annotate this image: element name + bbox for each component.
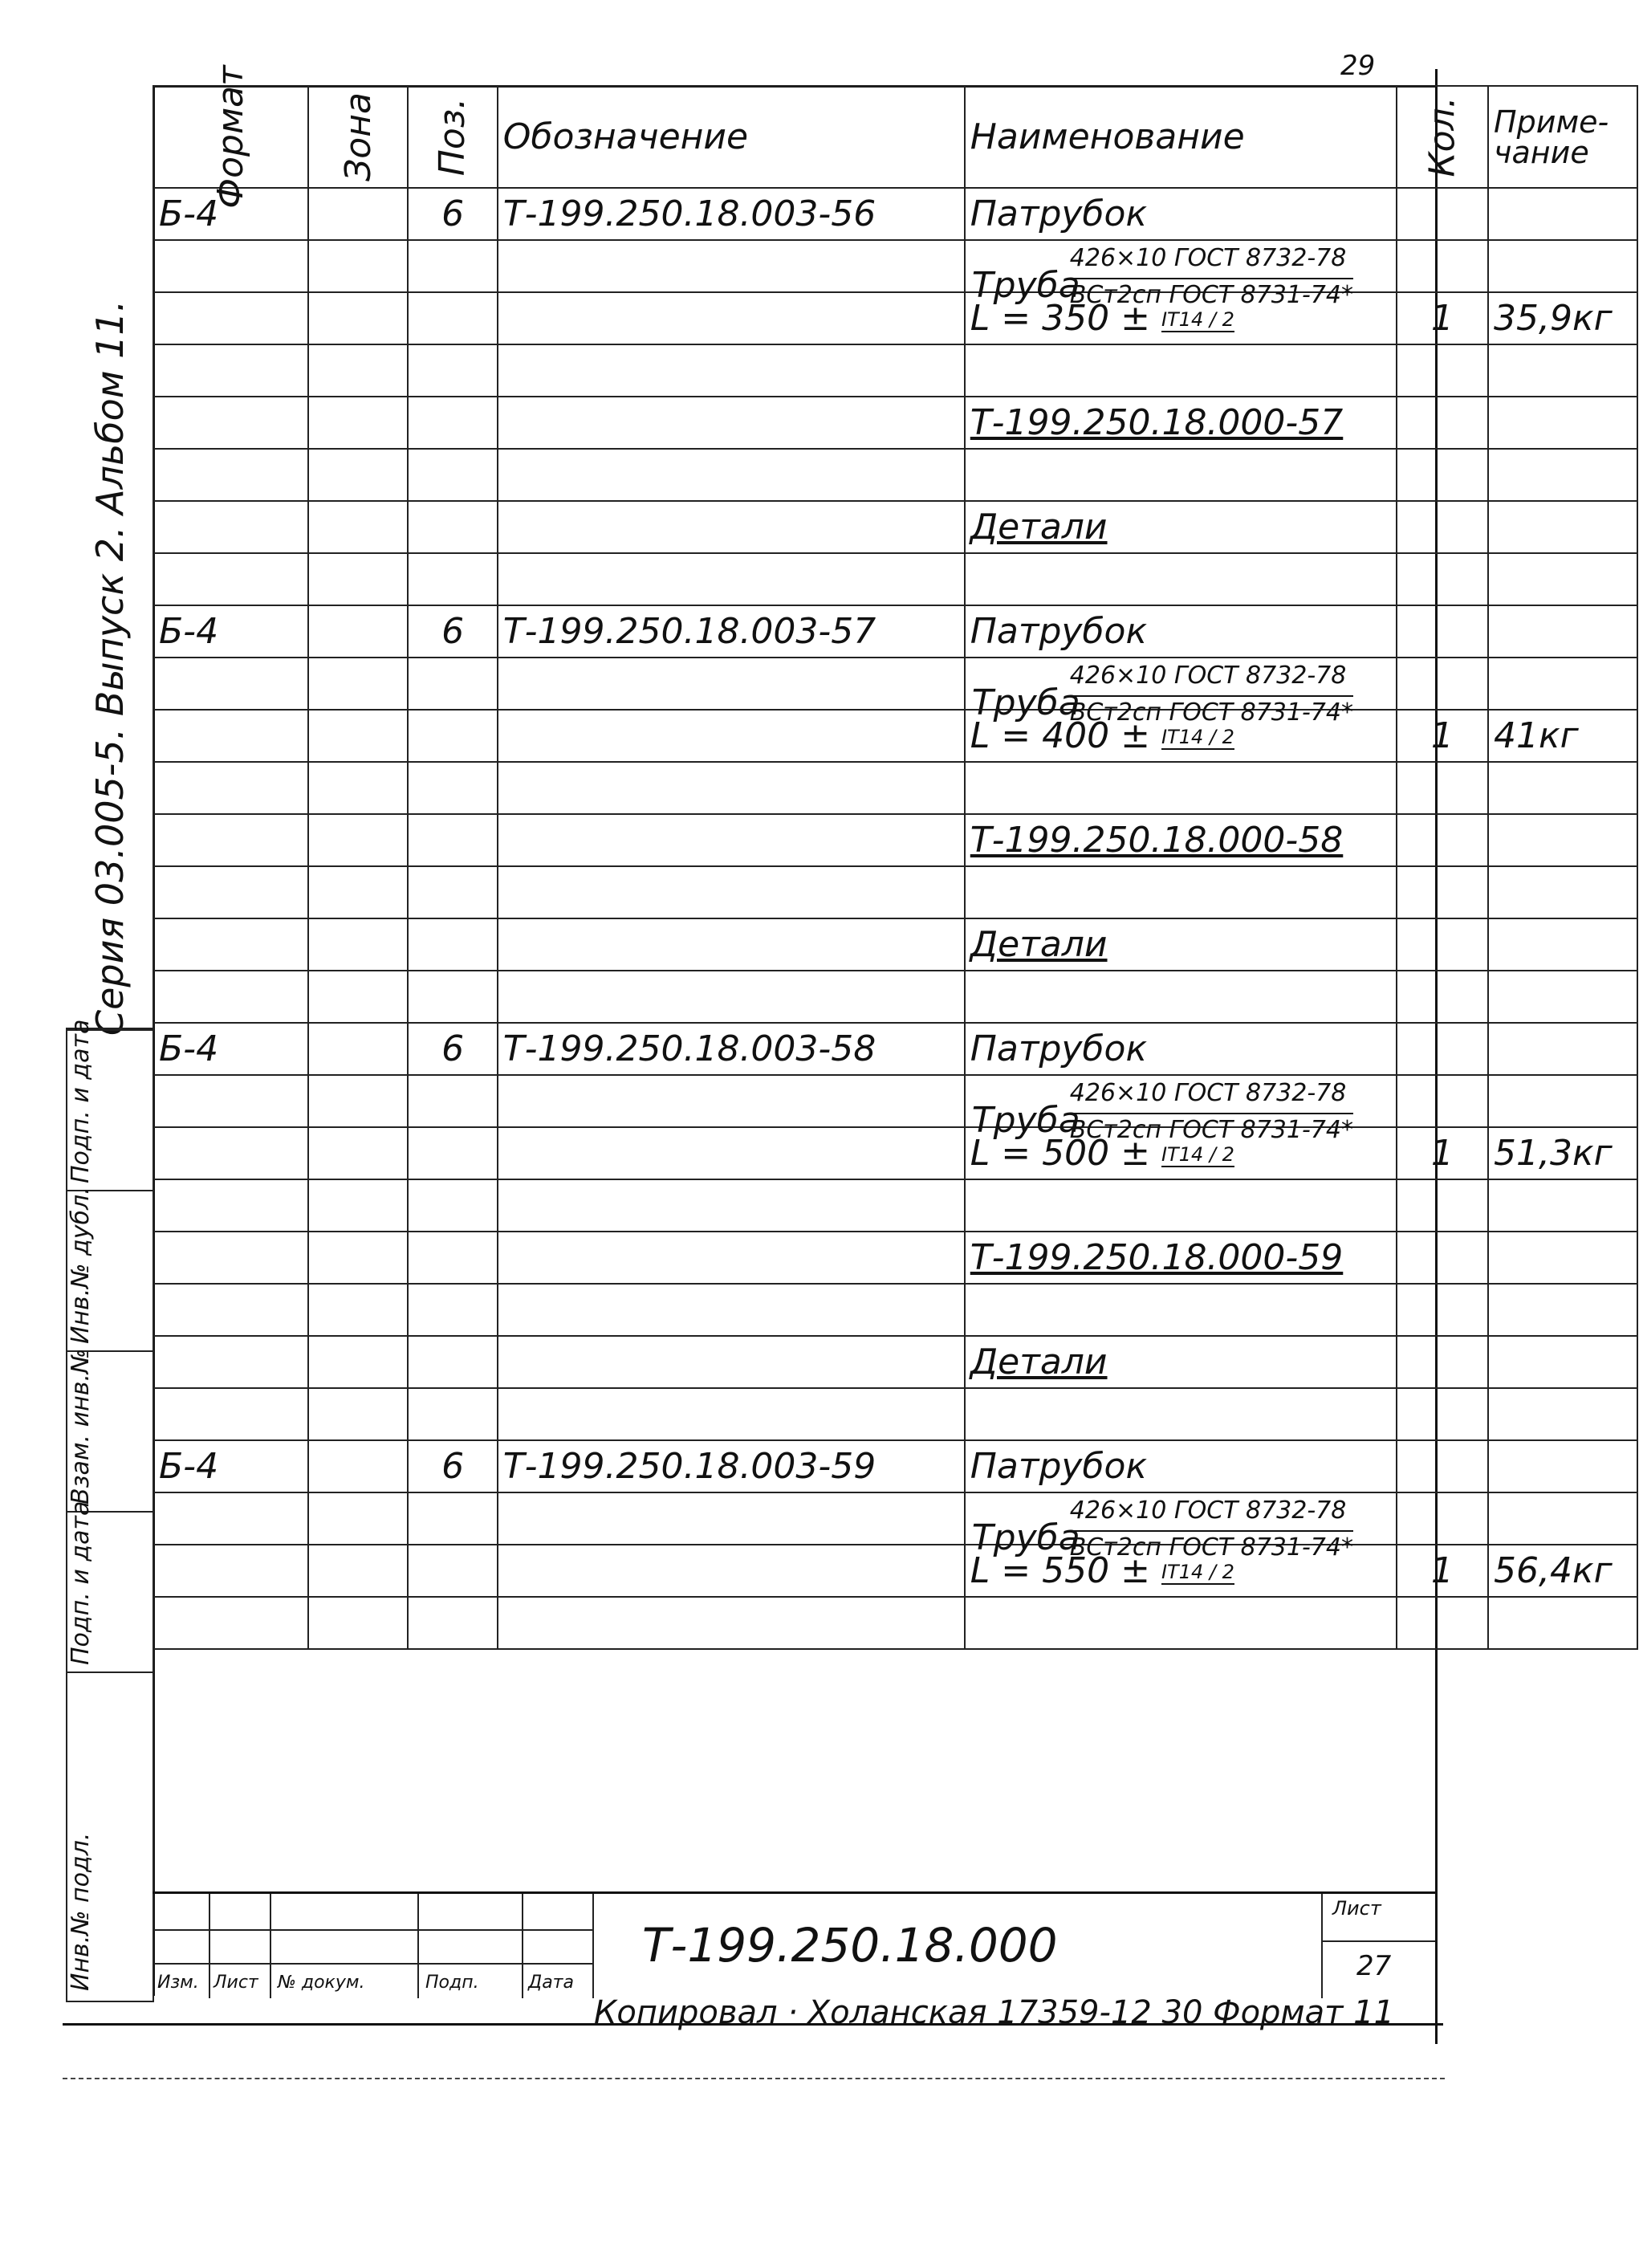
empty-cell xyxy=(308,1023,409,1075)
empty-cell xyxy=(408,501,497,553)
assembly-cell: Т-199.250.18.000-59 xyxy=(965,1232,1397,1284)
empty-cell xyxy=(498,449,965,501)
table-row xyxy=(153,971,1637,1023)
empty-cell xyxy=(408,344,497,397)
length-tolerance: IT14 / 2 xyxy=(1161,1561,1234,1583)
empty-cell xyxy=(308,762,409,814)
empty-cell xyxy=(1397,188,1488,240)
page-number: 29 xyxy=(1340,50,1376,82)
designation-cell: Т-199.250.18.003-57 xyxy=(498,605,965,658)
empty-cell xyxy=(498,762,965,814)
empty-cell xyxy=(1397,240,1488,292)
quantity-cell: 1 xyxy=(1397,710,1488,762)
title-block-sign: Подп. xyxy=(425,1973,479,1993)
length-tolerance: IT14 / 2 xyxy=(1161,1143,1234,1166)
assembly-cell: Т-199.250.18.000-58 xyxy=(965,814,1397,866)
header-designation: Обозначение xyxy=(498,86,965,188)
empty-cell xyxy=(1397,605,1488,658)
empty-cell xyxy=(408,762,497,814)
note-cell: 41кг xyxy=(1488,710,1637,762)
empty-cell xyxy=(408,971,497,1023)
empty-cell xyxy=(1397,1492,1488,1545)
empty-cell xyxy=(1488,449,1637,501)
empty-cell xyxy=(965,762,1397,814)
empty-cell xyxy=(1397,344,1488,397)
empty-cell xyxy=(308,1232,409,1284)
table-row xyxy=(153,553,1637,605)
table-row xyxy=(153,918,1637,971)
empty-cell xyxy=(153,658,308,710)
table-row xyxy=(153,762,1637,814)
empty-cell xyxy=(153,501,308,553)
empty-cell xyxy=(1488,1336,1637,1388)
title-block xyxy=(153,1891,1435,1998)
stamp-cell: Инв.№ дубл. xyxy=(67,1190,153,1352)
empty-cell xyxy=(965,1597,1397,1649)
empty-cell xyxy=(408,1388,497,1440)
length-value: L = 400 ± xyxy=(970,715,1150,756)
empty-cell xyxy=(1397,1075,1488,1127)
cut-line xyxy=(63,2078,1445,2079)
empty-cell xyxy=(1397,1232,1488,1284)
table-row xyxy=(153,1284,1637,1336)
empty-cell xyxy=(153,710,308,762)
position-cell: 6 xyxy=(408,605,497,658)
length-value: L = 500 ± xyxy=(970,1133,1150,1174)
empty-cell xyxy=(408,658,497,710)
title-block-date: Дата xyxy=(528,1973,574,1993)
stamp-cell: Инв.№ подл. xyxy=(67,1671,153,1999)
empty-cell xyxy=(498,1179,965,1232)
empty-cell xyxy=(308,658,409,710)
table-row xyxy=(153,449,1637,501)
empty-cell xyxy=(153,1388,308,1440)
length-tolerance: IT14 / 2 xyxy=(1161,308,1234,331)
table-row xyxy=(153,1075,1637,1127)
empty-cell xyxy=(408,292,497,344)
empty-cell xyxy=(153,1232,308,1284)
pipe-size: 426×10 ГОСТ 8732-78 xyxy=(1069,1496,1347,1525)
pipe-size: 426×10 ГОСТ 8732-78 xyxy=(1069,244,1347,272)
empty-cell xyxy=(308,1075,409,1127)
empty-cell xyxy=(1488,501,1637,553)
empty-cell xyxy=(498,501,965,553)
title-block-list: Лист xyxy=(214,1973,258,1993)
length-value: L = 550 ± xyxy=(970,1550,1150,1591)
empty-cell xyxy=(153,1492,308,1545)
assembly-cell: Т-199.250.18.000-57 xyxy=(965,397,1397,449)
empty-cell xyxy=(1488,605,1637,658)
empty-cell xyxy=(1397,1388,1488,1440)
empty-cell xyxy=(1488,397,1637,449)
details-heading: Детали xyxy=(965,1336,1397,1388)
stamp-cell: Подп. и дата xyxy=(67,1029,153,1191)
table-row xyxy=(153,292,1637,344)
empty-cell xyxy=(1397,658,1488,710)
position-cell: 6 xyxy=(408,188,497,240)
title-block-izm: Изм. xyxy=(157,1973,199,1993)
table-row xyxy=(153,658,1637,710)
empty-cell xyxy=(1397,971,1488,1023)
footer-copy-note: Копировал · Холанская 17359-12 30 Формат 11 xyxy=(594,1994,1395,2031)
name-cell: Патрубок xyxy=(965,605,1397,658)
empty-cell xyxy=(498,553,965,605)
pipe-size: 426×10 ГОСТ 8732-78 xyxy=(1069,662,1347,690)
quantity-cell: 1 xyxy=(1397,292,1488,344)
table-row xyxy=(153,1127,1637,1179)
empty-cell xyxy=(498,1284,965,1336)
empty-cell xyxy=(965,449,1397,501)
empty-cell xyxy=(308,240,409,292)
empty-cell xyxy=(498,240,965,292)
empty-cell xyxy=(153,1545,308,1597)
table-header-row xyxy=(153,86,1637,188)
empty-cell xyxy=(408,1597,497,1649)
table-row xyxy=(153,397,1637,449)
document-number: Т-199.250.18.000 xyxy=(642,1918,1058,1973)
empty-cell xyxy=(308,292,409,344)
empty-cell xyxy=(1488,240,1637,292)
stamp-cell: Взам. инв.№ xyxy=(67,1350,153,1513)
empty-cell xyxy=(408,1492,497,1545)
details-heading: Детали xyxy=(965,501,1397,553)
empty-cell xyxy=(1397,553,1488,605)
empty-cell xyxy=(153,866,308,918)
pipe-spec-cell xyxy=(965,240,1397,309)
empty-cell xyxy=(153,1127,308,1179)
empty-cell xyxy=(498,1388,965,1440)
pipe-word: Труба xyxy=(971,1517,1080,1558)
position-cell: 6 xyxy=(408,1440,497,1492)
empty-cell xyxy=(153,344,308,397)
empty-cell xyxy=(408,918,497,971)
empty-cell xyxy=(308,605,409,658)
empty-cell xyxy=(408,449,497,501)
empty-cell xyxy=(408,240,497,292)
empty-cell xyxy=(1397,918,1488,971)
empty-cell xyxy=(308,1127,409,1179)
empty-cell xyxy=(498,866,965,918)
empty-cell xyxy=(308,344,409,397)
empty-cell xyxy=(153,397,308,449)
stamp-column xyxy=(66,1019,154,2002)
empty-cell xyxy=(1488,1388,1637,1440)
empty-cell xyxy=(498,814,965,866)
table-row xyxy=(153,1023,1637,1075)
header-name: Наименование xyxy=(965,86,1397,188)
empty-cell xyxy=(1397,1284,1488,1336)
empty-cell xyxy=(498,344,965,397)
empty-cell xyxy=(1488,1492,1637,1545)
pipe-material: ВСт2сп ГОСТ 8731-74* xyxy=(1070,1113,1353,1144)
empty-cell xyxy=(308,449,409,501)
table-row xyxy=(153,866,1637,918)
table-row xyxy=(153,1545,1637,1597)
note-cell: 35,9кг xyxy=(1488,292,1637,344)
empty-cell xyxy=(408,1075,497,1127)
pipe-material: ВСт2сп ГОСТ 8731-74* xyxy=(1070,695,1353,727)
empty-cell xyxy=(1488,344,1637,397)
empty-cell xyxy=(308,1440,409,1492)
empty-cell xyxy=(498,918,965,971)
empty-cell xyxy=(498,1597,965,1649)
empty-cell xyxy=(498,1492,965,1545)
table-row xyxy=(153,344,1637,397)
name-cell: Патрубок xyxy=(965,188,1397,240)
header-zone: Зона xyxy=(308,86,409,188)
empty-cell xyxy=(308,971,409,1023)
empty-cell xyxy=(408,814,497,866)
empty-cell xyxy=(1488,1440,1637,1492)
empty-cell xyxy=(1397,1440,1488,1492)
format-cell: Б-4 xyxy=(153,188,308,240)
empty-cell xyxy=(965,971,1397,1023)
sheet-label: Лист xyxy=(1332,1897,1381,1920)
empty-cell xyxy=(308,188,409,240)
empty-cell xyxy=(1488,866,1637,918)
empty-cell xyxy=(498,292,965,344)
empty-cell xyxy=(1488,658,1637,710)
series-side-text: Серия 03.005-5. Выпуск 2. Альбом 11. xyxy=(88,299,132,1036)
empty-cell xyxy=(153,449,308,501)
empty-cell xyxy=(408,553,497,605)
empty-cell xyxy=(308,866,409,918)
name-cell: Патрубок xyxy=(965,1023,1397,1075)
empty-cell xyxy=(1488,1597,1637,1649)
empty-cell xyxy=(153,240,308,292)
bottom-border xyxy=(63,2023,1443,2026)
empty-cell xyxy=(1397,762,1488,814)
empty-cell xyxy=(1488,1023,1637,1075)
empty-cell xyxy=(498,658,965,710)
header-qty: Кол. xyxy=(1397,86,1488,188)
table-row xyxy=(153,1440,1637,1492)
empty-cell xyxy=(1488,762,1637,814)
header-note: Приме-чание xyxy=(1488,86,1637,188)
table-row xyxy=(153,1232,1637,1284)
empty-cell xyxy=(1397,449,1488,501)
table-row xyxy=(153,1179,1637,1232)
table-row xyxy=(153,605,1637,658)
pipe-spec-cell xyxy=(965,658,1397,727)
table-row xyxy=(153,188,1637,240)
designation-cell: Т-199.250.18.003-56 xyxy=(498,188,965,240)
quantity-cell: 1 xyxy=(1397,1127,1488,1179)
name-cell: Патрубок xyxy=(965,1440,1397,1492)
title-block-doc-no: № докум. xyxy=(278,1973,365,1993)
pipe-material: ВСт2сп ГОСТ 8731-74* xyxy=(1070,278,1353,309)
empty-cell xyxy=(965,1179,1397,1232)
empty-cell xyxy=(1488,1179,1637,1232)
empty-cell xyxy=(153,918,308,971)
empty-cell xyxy=(1397,1179,1488,1232)
table-row xyxy=(153,1597,1637,1649)
empty-cell xyxy=(1488,553,1637,605)
empty-cell xyxy=(965,1388,1397,1440)
empty-cell xyxy=(1488,814,1637,866)
pipe-spec-cell xyxy=(965,1492,1397,1562)
empty-cell xyxy=(408,1232,497,1284)
empty-cell xyxy=(153,1075,308,1127)
empty-cell xyxy=(308,501,409,553)
empty-cell xyxy=(1488,971,1637,1023)
empty-cell xyxy=(153,762,308,814)
table-row xyxy=(153,240,1637,292)
note-cell: 56,4кг xyxy=(1488,1545,1637,1597)
empty-cell xyxy=(1397,1336,1488,1388)
table-row xyxy=(153,501,1637,553)
pipe-word: Труба xyxy=(971,682,1080,723)
empty-cell xyxy=(1488,918,1637,971)
stamp-cell: Подп. и дата xyxy=(67,1511,153,1673)
empty-cell xyxy=(1488,188,1637,240)
format-cell: Б-4 xyxy=(153,1440,308,1492)
empty-cell xyxy=(1488,1284,1637,1336)
empty-cell xyxy=(498,397,965,449)
empty-cell xyxy=(153,971,308,1023)
empty-cell xyxy=(408,866,497,918)
empty-cell xyxy=(498,1336,965,1388)
designation-cell: Т-199.250.18.003-59 xyxy=(498,1440,965,1492)
empty-cell xyxy=(308,553,409,605)
pipe-material: ВСт2сп ГОСТ 8731-74* xyxy=(1070,1530,1353,1562)
empty-cell xyxy=(1397,814,1488,866)
empty-cell xyxy=(153,1179,308,1232)
pipe-spec-cell xyxy=(965,1075,1397,1144)
table-row xyxy=(153,710,1637,762)
empty-cell xyxy=(308,918,409,971)
length-tolerance: IT14 / 2 xyxy=(1161,726,1234,748)
empty-cell xyxy=(308,397,409,449)
empty-cell xyxy=(308,1492,409,1545)
empty-cell xyxy=(498,1127,965,1179)
empty-cell xyxy=(965,553,1397,605)
empty-cell xyxy=(408,1284,497,1336)
length-value: L = 350 ± xyxy=(970,298,1150,339)
empty-cell xyxy=(153,1597,308,1649)
empty-cell xyxy=(498,1075,965,1127)
header-format: Формат xyxy=(153,86,308,188)
empty-cell xyxy=(308,1336,409,1388)
pipe-size: 426×10 ГОСТ 8732-78 xyxy=(1069,1079,1347,1107)
designation-cell: Т-199.250.18.003-58 xyxy=(498,1023,965,1075)
table-row xyxy=(153,1388,1637,1440)
empty-cell xyxy=(408,1179,497,1232)
note-cell: 51,3кг xyxy=(1488,1127,1637,1179)
empty-cell xyxy=(498,710,965,762)
empty-cell xyxy=(153,292,308,344)
empty-cell xyxy=(408,710,497,762)
table-row xyxy=(153,814,1637,866)
empty-cell xyxy=(498,1545,965,1597)
empty-cell xyxy=(308,1179,409,1232)
empty-cell xyxy=(308,1284,409,1336)
empty-cell xyxy=(308,814,409,866)
empty-cell xyxy=(965,1284,1397,1336)
empty-cell xyxy=(308,710,409,762)
empty-cell xyxy=(1397,1597,1488,1649)
empty-cell xyxy=(498,971,965,1023)
empty-cell xyxy=(1397,1023,1488,1075)
empty-cell xyxy=(153,553,308,605)
empty-cell xyxy=(1397,501,1488,553)
empty-cell xyxy=(1397,397,1488,449)
format-cell: Б-4 xyxy=(153,605,308,658)
empty-cell xyxy=(153,814,308,866)
empty-cell xyxy=(153,1336,308,1388)
empty-cell xyxy=(308,1597,409,1649)
empty-cell xyxy=(1397,866,1488,918)
table-row xyxy=(153,1492,1637,1545)
empty-cell xyxy=(153,1284,308,1336)
empty-cell xyxy=(498,1232,965,1284)
empty-cell xyxy=(408,1336,497,1388)
pipe-word: Труба xyxy=(971,265,1080,306)
pipe-word: Труба xyxy=(971,1100,1080,1141)
empty-cell xyxy=(965,344,1397,397)
empty-cell xyxy=(408,1127,497,1179)
empty-cell xyxy=(308,1388,409,1440)
header-pos: Поз. xyxy=(408,86,497,188)
empty-cell xyxy=(1488,1075,1637,1127)
empty-cell xyxy=(408,397,497,449)
empty-cell xyxy=(308,1545,409,1597)
table-row xyxy=(153,1336,1637,1388)
sheet-number: 27 xyxy=(1356,1950,1392,1982)
empty-cell xyxy=(408,1545,497,1597)
quantity-cell: 1 xyxy=(1397,1545,1488,1597)
empty-cell xyxy=(965,866,1397,918)
format-cell: Б-4 xyxy=(153,1023,308,1075)
empty-cell xyxy=(1488,1232,1637,1284)
position-cell: 6 xyxy=(408,1023,497,1075)
details-heading: Детали xyxy=(965,918,1397,971)
